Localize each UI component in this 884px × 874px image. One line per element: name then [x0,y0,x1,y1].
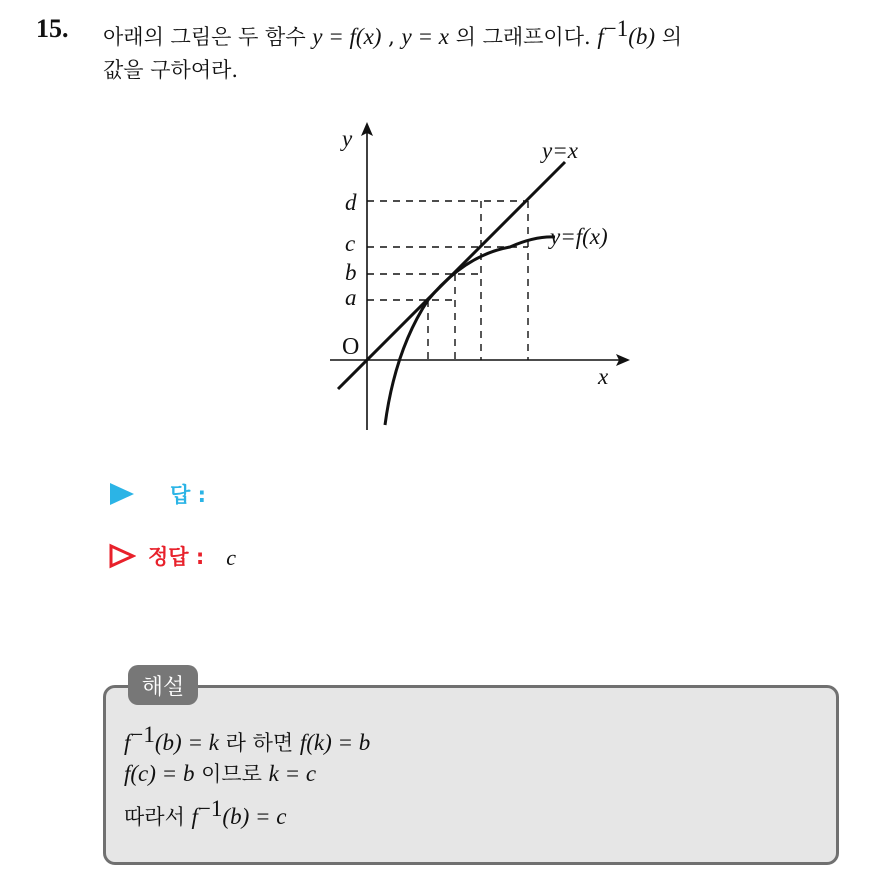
function-graph [320,110,640,440]
tick-label-d: d [345,190,357,215]
question-text-line2: 값을 구하여라. [103,58,239,82]
correct-answer-label: 정답 : [148,545,205,569]
curve-f-of-x [385,237,555,425]
axis-label-x: x [598,364,609,389]
question-text-line1: 아래의 그림은 두 함수 y = f(x) , y = x 의 그래프이다. $f^{-1}(b)$ 의 [103,16,683,49]
axes [330,130,623,430]
explanation-tab: 해설 [128,665,198,705]
explanation-line2: f(c) = b 이므로 k = c [124,761,317,786]
explanation-line3: 따라서 $f^{-1}(b) = c$ [124,796,287,829]
line-label-y-equals-x: y=x [542,138,578,163]
answer-label: 답 : [170,483,206,507]
axis-label-y: y [342,126,353,151]
question-number: 15. [36,14,69,43]
outline-triangle-icon [108,543,136,569]
explanation-line1: $f^{-1}(b) = k$ 라 하면 f(k) = b [124,722,371,755]
tick-label-a: a [345,285,357,310]
tick-label-c: c [345,231,356,256]
correct-answer-row [108,536,236,576]
answer-row [108,474,206,514]
curve-label-y-equals-fx: y=f(x) [550,224,608,249]
origin-label: O [342,334,360,360]
correct-answer-value: c [226,545,237,570]
filled-triangle-icon [108,481,136,507]
tick-label-b: b [345,260,357,285]
